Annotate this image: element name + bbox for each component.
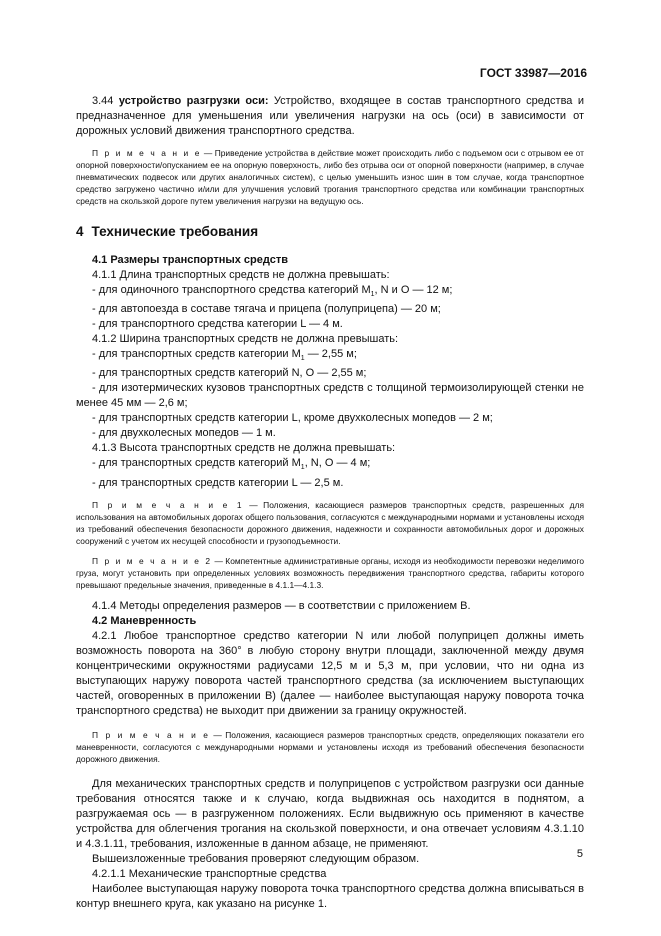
- note-label: П р и м е ч а н и е 1: [92, 499, 244, 510]
- clause-number: 3.44: [92, 95, 114, 107]
- page-number: 5: [576, 848, 583, 860]
- note-label: П р и м е ч а н и е: [92, 729, 210, 740]
- clause-4-1-4: 4.1.4 Методы определения размеров — в соответствии с приложением В.: [92, 599, 471, 612]
- list-text: , N, O — 4 м;: [304, 457, 371, 470]
- clause-4-1-1: 4.1.1 Длина транспортных средств не должна превышать:: [92, 269, 390, 281]
- list-item: - для транспортного средства категории L — 4 м.: [92, 318, 343, 331]
- note-label: П р и м е ч а н и е 2: [92, 555, 213, 566]
- list-item: - для автопоезда в составе тягача и прицепа (полуприцепа) — 20 м;: [92, 303, 441, 316]
- paragraph: Для механических транспортных средств и полуприцепов с устройством разгрузки оси данные требования относятся также и к случаю, когда выдвижная ось находится в поднятом, а разгружаемая ось — в разгруженном положениях. Если выдвижную ось применяют в качестве устройства для облегчения трогания на скользкой поверхности, и она отвечает условиям 4.3.1.10 и 4.3.1.11, требования, изложенные в данном абзаце, не применяют.: [76, 777, 584, 850]
- subsection-4-2-heading: 4.2 Маневренность: [92, 614, 197, 627]
- list-item: [76, 456, 584, 475]
- page-content: [76, 94, 584, 912]
- paragraph: Вышеизложенные требования проверяют следующим образом.: [92, 852, 420, 865]
- list-item: - для транспортных средств категории L, кроме двухколесных мопедов — 2 м;: [92, 412, 493, 425]
- list-text: — 2,55 м;: [304, 348, 357, 361]
- section-title: Технические требования: [91, 224, 259, 239]
- subscript: 1: [370, 291, 375, 299]
- note-3-44: [76, 147, 584, 207]
- list-text: - для транспортных средств категории M: [92, 348, 301, 361]
- term-definition: Устройство, входящее в состав транспортного средства и предназначенное для уменьшения или увеличения нагрузки на ось (оси) в зависимости от дорожных условий движения транспортного средства.: [76, 95, 584, 137]
- note-label: П р и м е ч а н и е: [92, 148, 202, 158]
- subsection-4-1-heading: 4.1 Размеры транспортных средств: [92, 254, 288, 266]
- note-text: — Положения, касающиеся размеров транспортных средств, разрешенных для использования на автомобильных дорогах общего пользования, согласуются с международными нормами и установлены исходя из требований обеспечения безопасности дорожного движения, надежности и сохранности автомобильных дорог и дорожных сооружений с учетом их несущей способности и грузоподъемности.: [76, 499, 584, 546]
- term: устройство разгрузки оси:: [118, 95, 269, 107]
- list-text: - для одиночного транспортного средства категорий M: [92, 284, 371, 296]
- subscript: 1: [300, 355, 305, 363]
- clause-4-1-3: 4.1.3 Высота транспортных средств не должна превышать:: [92, 442, 396, 455]
- note-text: — Приведение устройства в действие может происходить либо с подъемом оси с отрывом ее от опорной поверхности/опусканием ее на опорную поверхность, либо без отрыва оси от опорной поверхности (например, в случае пневматических подвесок или других аналогичных систем), с целью уменьшить износ шин в том случае, когда транспортное средство загружено частично и/или для улучшения условий трогания транспортного средства или комбинации транспортных средств на скользкой дороге путем увеличения нагрузки на ведущую ось.: [76, 148, 584, 206]
- note-text: — Положения, касающиеся размеров транспортных средств, определяющих показатели его маневренности, согласуются с международными нормами и установлены исходя из требований обеспечения безопасности дорожного движения.: [76, 729, 584, 764]
- clause-4-2-1: 4.2.1 Любое транспортное средство категории N или любой полуприцеп должны иметь возможность поворота на 360° в любую сторону внутри площади, заключенной между двумя концентрическими окружностями радиусами 12,5 м и 5,3 м, при условии, что ни одна из выступающих наружу поворота частей транспортного средства (за исключением выступающих частей, оговоренных в приложении В) (далее — наиболее выступающая наружу поворота точка транспортного средства) не выходит при движении за границу окружностей.: [76, 629, 584, 717]
- note-text: — Компетентные административные органы, исходя из необходимости перевозки неделимого груза, могут установить при определенных условиях возможность передвижения транспортного средства, габариты которого превышают предельные значения, приведенные в 4.1.1—4.1.3.: [76, 555, 584, 590]
- document-id-header: ГОСТ 33987—2016: [479, 66, 587, 80]
- list-item: - для изотермических кузовов транспортных средств с толщиной термоизолирующей стенки не менее 45 мм — 2,6 м;: [76, 382, 584, 410]
- subscript: 1: [300, 464, 305, 472]
- list-item: - для двухколесных мопедов — 1 м.: [92, 427, 276, 440]
- clause-4-2-1-1: 4.2.1.1 Механические транспортные средства: [92, 867, 327, 880]
- note-4-2: [76, 729, 584, 765]
- list-item: [76, 283, 584, 302]
- clause-4-1-2: 4.1.2 Ширина транспортных средств не должна превышать:: [92, 333, 399, 346]
- list-item: - для транспортных средств категорий N, O — 2,55 м;: [92, 367, 367, 380]
- list-item: [76, 347, 584, 366]
- section-4-heading: [76, 224, 584, 239]
- list-text: - для транспортных средств категорий M: [92, 457, 301, 470]
- list-item: - для транспортных средств категории L — 2,5 м.: [92, 476, 344, 489]
- note-4-1-2: [76, 555, 584, 591]
- clause-3-44: [76, 94, 584, 139]
- section-number: 4: [76, 224, 84, 239]
- list-text: , N и O — 12 м;: [374, 284, 453, 296]
- paragraph: Наиболее выступающая наружу поворота точка транспортного средства должна вписываться в контур внешнего круга, как указано на рисунке 1.: [76, 882, 584, 910]
- note-4-1-1: [76, 499, 584, 547]
